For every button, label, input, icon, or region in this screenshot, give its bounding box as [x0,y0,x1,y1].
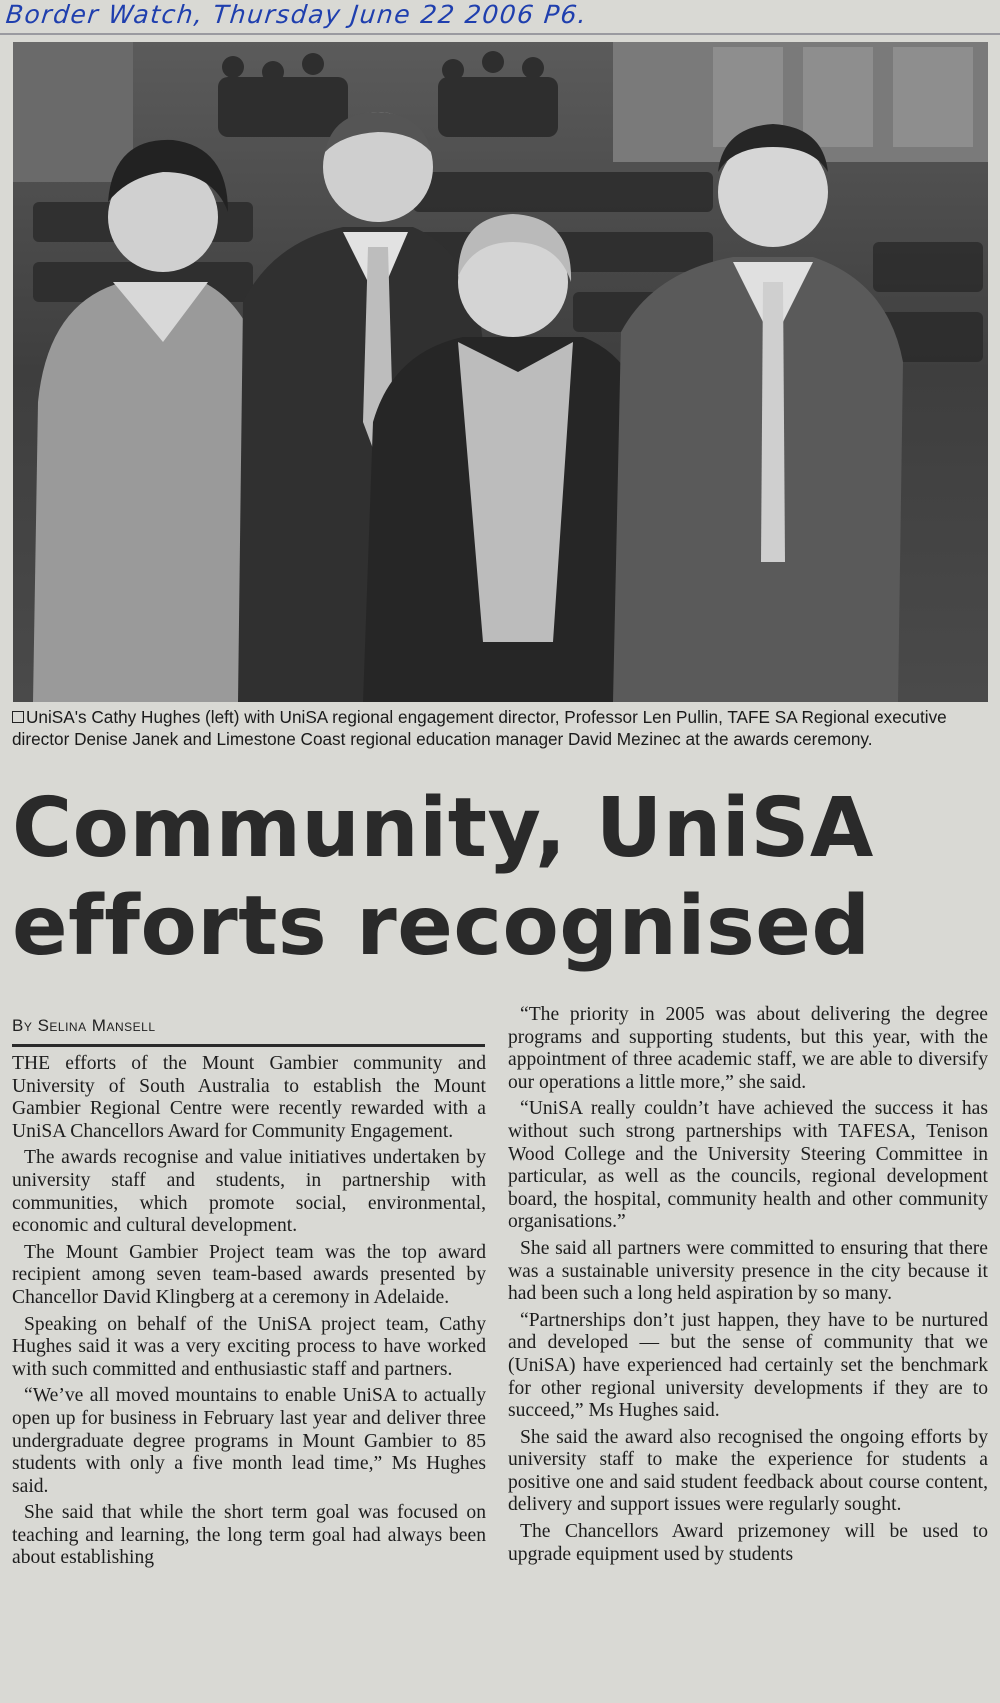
group-photo-illustration [13,42,988,702]
article-paragraph: “Partnerships don’t just happen, they have to be nurtured and developed — but the sense of community that we (UniSA) have experienced had certainly set the benchmark for other regional university developments if they are to succeed,” Ms Hughes said. [508,1309,988,1422]
headline-line-2: efforts recognised [12,879,871,974]
article-paragraph: She said all partners were committed to ensuring that there was a sustainable university presence in the city because it had been such a long held aspiration by so many. [508,1237,988,1305]
caption-marker [12,711,24,723]
article-paragraph: THE efforts of the Mount Gambier community and University of South Australia to establish the Mount Gambier Regional Centre were recently rewarded with a UniSA Chancellors Award for Community Engagement. [12,1053,486,1142]
headline-line-1: Community, UniSA [12,781,874,876]
article-paragraph: Speaking on behalf of the UniSA project team, Cathy Hughes said it was a very exciting process to have worked with such committed and enthusiastic staff and partners. [12,1313,486,1380]
group-photo [13,42,988,702]
article-column-left [12,1053,486,1703]
caption-text: UniSA's Cathy Hughes (left) with UniSA regional engagement director, Professor Len Pullin, TAFE SA Regional executive director Denise Janek and Limestone Coast regional education manager David Mezinec at the awards ceremony. [12,707,947,749]
article-paragraph: “We’ve all moved mountains to enable UniSA to actually open up for business in February last year and deliver three undergraduate degree programs in Mount Gambier to 85 students with only a five month lead time,” Ms Hughes said. [12,1385,486,1497]
article-paragraph: “The priority in 2005 was about delivering the degree programs and supporting students, but this year, with the appointment of three academic staff, we are able to diversify our operations a little more,” she said. [508,1004,988,1093]
article-paragraph: “UniSA really couldn’t have achieved the success it has without such strong partnerships with TAFESA, Tenison Wood College and the University Steering Committee in particular, as well as the councils, regional development board, the hospital, community health and other community organisations.” [508,1098,988,1233]
byline-rule [12,1044,485,1047]
headline [12,780,997,976]
article-paragraph: She said that while the short term goal was focused on teaching and learning, the long term goal had always been about establishing [12,1502,486,1569]
top-rule [0,33,1000,35]
article-paragraph: The Mount Gambier Project team was the top award recipient among seven team-based awards presented by Chancellor David Klingberg at a ceremony in Adelaide. [12,1241,486,1308]
article-paragraph: The Chancellors Award prizemoney will be used to upgrade equipment used by students [508,1521,988,1565]
article-column-right [508,1004,988,1703]
byline: By Selina Mansell [12,1016,156,1035]
photo-caption [12,706,994,750]
handwritten-source-note: Border Watch, Thursday June 22 2006 P6. [4,0,590,29]
article-paragraph: She said the award also recognised the ongoing efforts by university staff to make the experience for students a positive one and said student feedback about course content, delivery and support issues were regularly sought. [508,1426,988,1516]
article-paragraph: The awards recognise and value initiatives undertaken by university staff and students, in partnership with communities, which promote social, environmental, economic and cultural development. [12,1147,486,1237]
